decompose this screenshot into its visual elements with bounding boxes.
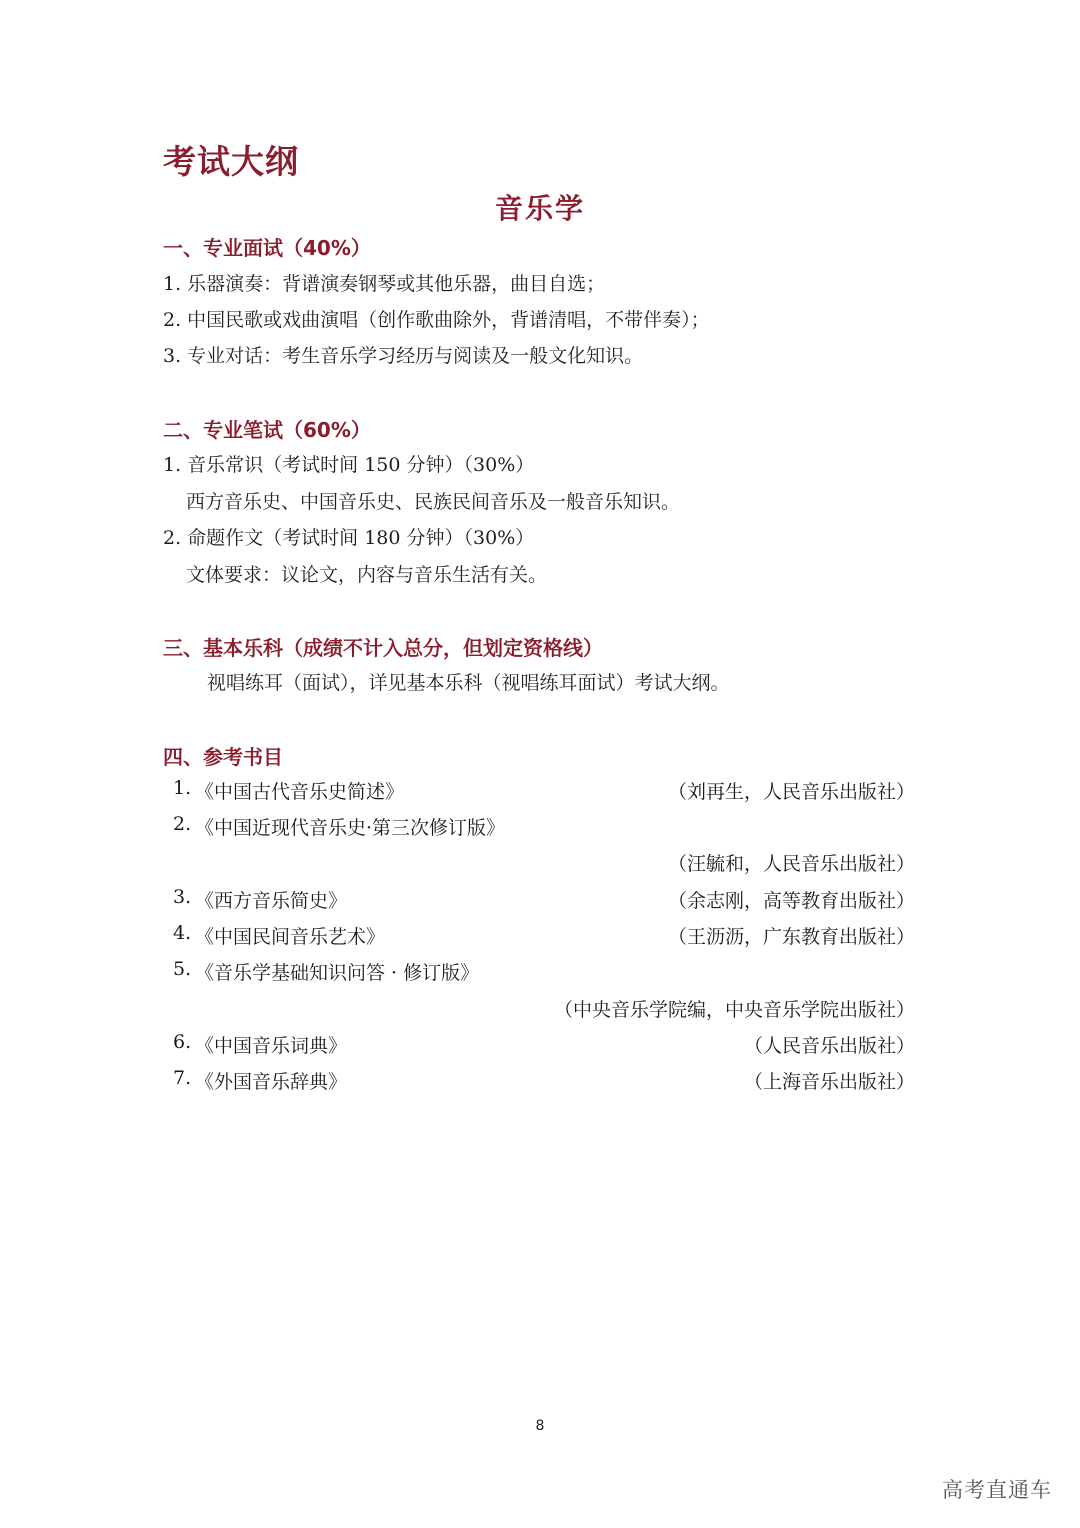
section-references-title: 四、参考书目 <box>163 745 283 769</box>
reference-publisher: （中央音乐学院编，中央音乐学院出版社） <box>553 999 915 1021</box>
reference-publisher: （刘再生，人民音乐出版社） <box>667 781 915 803</box>
page-heading: 考试大纲 <box>163 142 299 181</box>
reference-number: 1. <box>173 777 192 799</box>
reference-title: 《音乐学基础知识问答 · 修订版》 <box>195 962 480 984</box>
reference-title: 《中国古代音乐史简述》 <box>195 781 405 803</box>
written-item-detail: 西方音乐史、中国音乐史、民族民间音乐及一般音乐知识。 <box>186 491 681 513</box>
reference-number: 7. <box>173 1067 192 1089</box>
written-item-detail: 文体要求：议论文，内容与音乐生活有关。 <box>186 564 548 586</box>
reference-number: 5. <box>173 958 192 980</box>
written-item: 1. 音乐常识（考试时间 150 分钟）（30%） <box>163 454 535 476</box>
subject-title: 音乐学 <box>494 192 585 225</box>
reference-publisher: （人民音乐出版社） <box>743 1035 915 1057</box>
reference-title: 《中国民间音乐艺术》 <box>195 926 386 948</box>
reference-publisher: （上海音乐出版社） <box>743 1071 915 1093</box>
reference-publisher: （余志刚，高等教育出版社） <box>667 890 915 912</box>
page-number: 8 <box>535 1418 545 1434</box>
watermark: 高考直通车 <box>942 1478 1052 1502</box>
section-basic-title: 三、基本乐科（成绩不计入总分，但划定资格线） <box>163 636 603 660</box>
section-written-title: 二、专业笔试（60%） <box>163 418 371 442</box>
reference-number: 3. <box>173 886 192 908</box>
interview-item: 1. 乐器演奏：背谱演奏钢琴或其他乐器，曲目自选； <box>163 273 606 295</box>
section-interview-title: 一、专业面试（40%） <box>163 236 371 260</box>
reference-title: 《外国音乐辞典》 <box>195 1071 348 1093</box>
written-item: 2. 命题作文（考试时间 180 分钟）（30%） <box>163 527 535 549</box>
reference-title: 《西方音乐简史》 <box>195 890 348 912</box>
reference-publisher: （汪毓和，人民音乐出版社） <box>667 853 915 875</box>
basic-text: 视唱练耳（面试），详见基本乐科（视唱练耳面试）考试大纲。 <box>207 672 730 694</box>
reference-number: 2. <box>173 813 192 835</box>
reference-number: 4. <box>173 922 192 944</box>
reference-title: 《中国音乐词典》 <box>195 1035 348 1057</box>
reference-publisher: （王沥沥，广东教育出版社） <box>667 926 915 948</box>
interview-item: 2. 中国民歌或戏曲演唱（创作歌曲除外，背谱清唱，不带伴奏）； <box>163 309 710 331</box>
interview-item: 3. 专业对话：考生音乐学习经历与阅读及一般文化知识。 <box>163 345 644 367</box>
reference-number: 6. <box>173 1031 192 1053</box>
reference-title: 《中国近现代音乐史·第三次修订版》 <box>195 817 506 839</box>
